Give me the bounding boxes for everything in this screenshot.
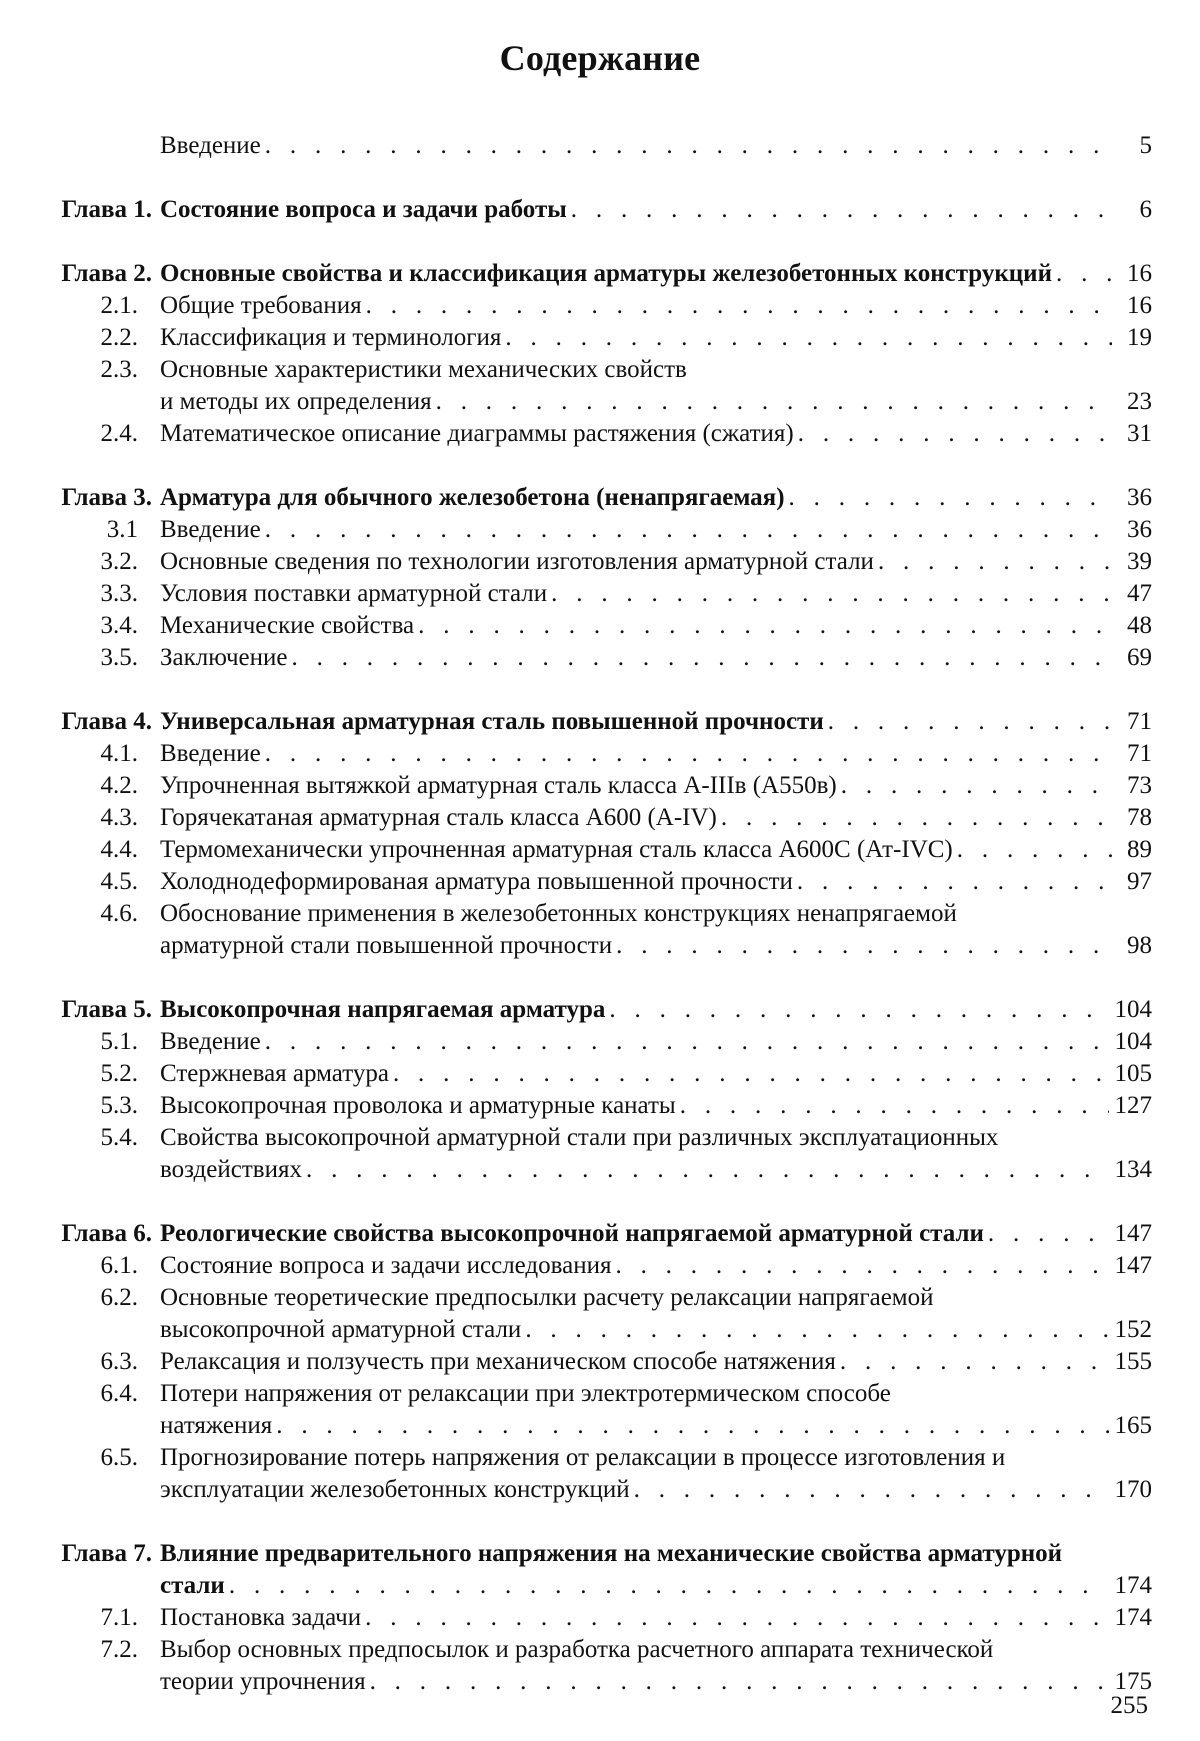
entry-title: и методы их определения (160, 388, 432, 415)
chapter-number: Глава 6. (61, 1220, 152, 1247)
page-ref: 105 (1114, 1060, 1152, 1087)
page-ref: 155 (1114, 1348, 1152, 1375)
toc-section-row (48, 802, 1152, 834)
dot-leader (785, 482, 1112, 514)
section-number: 3.2. (100, 548, 138, 575)
dot-leader (261, 514, 1112, 546)
table-of-contents (48, 130, 1152, 1698)
dot-leader (366, 1666, 1109, 1698)
toc-chapter-row (48, 994, 1152, 1026)
section-number: 4.4. (100, 836, 138, 863)
dot-leader (953, 834, 1112, 866)
entry-title: теории упрочнения (160, 1668, 366, 1695)
entry-title: Введение (160, 132, 261, 159)
entry-title: Обоснование применения в железобетонных конструкциях ненапрягаемой (160, 900, 957, 927)
dot-leader (836, 1346, 1109, 1378)
page-ref: 73 (1127, 772, 1152, 799)
toc-section-row (48, 1378, 1152, 1410)
page-ref: 174 (1114, 1604, 1152, 1631)
chapter-number: Глава 2. (61, 260, 152, 287)
dot-leader (272, 1410, 1108, 1442)
dot-leader (547, 578, 1112, 610)
toc-section-row (48, 1282, 1152, 1314)
page-ref: 134 (1114, 1156, 1152, 1183)
chapter-title: Влияние предварительного напряжения на механические свойства арматурной (160, 1540, 1063, 1567)
toc-section-row (48, 898, 1152, 930)
dot-leader (605, 994, 1108, 1026)
page-ref: 6 (1139, 196, 1152, 223)
section-number: 7.1. (100, 1604, 138, 1631)
chapter-title: Высокопрочная напрягаемая арматура (160, 996, 606, 1023)
toc-section-row (48, 642, 1152, 674)
toc-section-row (48, 1410, 1152, 1442)
page-ref: 97 (1127, 868, 1152, 895)
page-ref: 104 (1114, 996, 1152, 1023)
page-ref: 78 (1127, 804, 1152, 831)
toc-section-row (48, 386, 1152, 418)
chapter-title: Универсальная арматурная сталь повышенной прочности (160, 708, 824, 735)
toc-chapter-row (48, 194, 1152, 226)
entry-title: воздействиях (160, 1156, 302, 1183)
toc-chapter-row (48, 1218, 1152, 1250)
entry-title: Стержневая арматура (160, 1060, 389, 1087)
chapter-title: Арматура для обычного железобетона (ненапрягаемая) (160, 484, 785, 511)
entry-title: Заключение (160, 644, 288, 671)
section-number: 5.2. (100, 1060, 138, 1087)
dot-leader (824, 706, 1112, 738)
chapter-number: Глава 3. (61, 484, 152, 511)
dot-leader (521, 1314, 1108, 1346)
entry-title: эксплуатации железобетонных конструкций (160, 1476, 630, 1503)
page-ref: 170 (1114, 1476, 1152, 1503)
dot-leader (794, 418, 1112, 450)
section-number: 2.2. (100, 324, 138, 351)
section-number: 6.2. (100, 1284, 138, 1311)
entry-title: Основные характеристики механических свойств (160, 356, 687, 383)
page-number: 255 (1110, 1692, 1148, 1719)
dot-leader (389, 1058, 1109, 1090)
toc-section-row (48, 930, 1152, 962)
page-ref: 152 (1114, 1316, 1152, 1343)
chapter-title: Основные свойства и классификация арматуры железобетонных конструкций (160, 260, 1052, 287)
toc-section-row (48, 322, 1152, 354)
dot-leader (793, 866, 1112, 898)
entry-title: Классификация и терминология (160, 324, 502, 351)
section-number: 6.4. (100, 1380, 138, 1407)
toc-section-row (48, 1154, 1152, 1186)
entry-title: Основные сведения по технологии изготовления арматурной стали (160, 548, 874, 575)
dot-leader (837, 770, 1112, 802)
toc-section-row (48, 1346, 1152, 1378)
chapter-title: Состояние вопроса и задачи работы (160, 196, 567, 223)
entry-title: Механические свойства (160, 612, 415, 639)
section-number: 3.3. (100, 580, 138, 607)
dot-leader (362, 290, 1112, 322)
page-ref: 71 (1127, 740, 1152, 767)
section-number: 4.5. (100, 868, 138, 895)
page-ref: 98 (1127, 932, 1152, 959)
entry-title: арматурной стали повышенной прочности (160, 932, 613, 959)
entry-title: Основные теоретические предпосылки расчету релаксации напрягаемой (160, 1284, 934, 1311)
chapter-title: стали (160, 1572, 225, 1599)
entry-title: Выбор основных предпосылок и разработка расчетного аппарата технической (160, 1636, 994, 1663)
entry-title: натяжения (160, 1412, 273, 1439)
chapter-title: Реологические свойства высокопрочной напрягаемой арматурной стали (160, 1220, 984, 1247)
entry-title: Введение (160, 516, 261, 543)
toc-section-row (48, 514, 1152, 546)
toc-section-row (48, 738, 1152, 770)
page-ref: 127 (1114, 1092, 1152, 1119)
page-ref: 36 (1127, 484, 1152, 511)
page-ref: 36 (1127, 516, 1152, 543)
section-number: 3.1 (106, 516, 138, 543)
page-title: Содержание (499, 38, 701, 78)
page-ref: 104 (1114, 1028, 1152, 1055)
section-number: 4.6. (100, 900, 138, 927)
toc-section-row (48, 1442, 1152, 1474)
entry-title: Состояние вопроса и задачи исследования (160, 1252, 612, 1279)
entry-title: Термомеханически упрочненная арматурная сталь класса А600С (Ат-IVC) (160, 836, 953, 863)
toc-section-row (48, 546, 1152, 578)
section-number: 6.5. (100, 1444, 138, 1471)
toc-section-row (48, 418, 1152, 450)
section-number: 5.1. (100, 1028, 138, 1055)
toc-section-row (48, 1026, 1152, 1058)
toc-section-row (48, 290, 1152, 322)
dot-leader (361, 1602, 1108, 1634)
page-ref: 175 (1114, 1668, 1152, 1695)
section-number: 2.1. (100, 292, 138, 319)
entry-title: Постановка задачи (160, 1604, 362, 1631)
entry-title: Релаксация и ползучесть при механическом способе натяжения (160, 1348, 836, 1375)
toc-section-row (48, 1314, 1152, 1346)
section-number: 2.3. (100, 356, 138, 383)
page-ref: 16 (1127, 292, 1152, 319)
toc-section-row (48, 1602, 1152, 1634)
dot-leader (261, 130, 1112, 162)
toc-section-row (48, 866, 1152, 898)
dot-leader (612, 930, 1112, 962)
toc-section-row (48, 354, 1152, 386)
entry-title: Математическое описание диаграммы растяжения (сжатия) (160, 420, 794, 447)
page-ref: 23 (1127, 388, 1152, 415)
entry-title: Потери напряжения от релаксации при электротермическом способе (160, 1380, 891, 1407)
toc-section-row (48, 834, 1152, 866)
entry-title: Введение (160, 740, 261, 767)
dot-leader (676, 1090, 1109, 1122)
page-ref: 147 (1114, 1220, 1152, 1247)
entry-title: Горячекатаная арматурная сталь класса А600 (А-IV) (160, 804, 717, 831)
toc-section-row (48, 1634, 1152, 1666)
entry-title: Прогнозирование потерь напряжения от релаксации в процессе изготовления и (160, 1444, 1006, 1471)
page-ref: 174 (1114, 1572, 1152, 1599)
entry-title: Холоднодеформированая арматура повышенной прочности (160, 868, 793, 895)
dot-leader (567, 194, 1112, 226)
dot-leader (288, 642, 1113, 674)
dot-leader (717, 802, 1112, 834)
section-number: 4.3. (100, 804, 138, 831)
section-number: 3.5. (100, 644, 138, 671)
page-ref: 39 (1127, 548, 1152, 575)
page-ref: 16 (1127, 260, 1152, 287)
page-ref: 147 (1114, 1252, 1152, 1279)
entry-title: Упрочненная вытяжкой арматурная сталь класса А-IIIв (А550в) (160, 772, 837, 799)
toc-chapter-row (48, 1538, 1152, 1570)
toc-chapter-row (48, 706, 1152, 738)
page-ref: 48 (1127, 612, 1152, 639)
section-number: 7.2. (100, 1636, 138, 1663)
dot-leader (432, 386, 1112, 418)
page-ref: 165 (1114, 1412, 1152, 1439)
toc-section-row (48, 1090, 1152, 1122)
dot-leader (874, 546, 1112, 578)
dot-leader (630, 1474, 1109, 1506)
dot-leader (261, 1026, 1109, 1058)
page-ref: 5 (1139, 132, 1152, 159)
page-ref: 89 (1127, 836, 1152, 863)
page-ref: 69 (1127, 644, 1152, 671)
section-number: 4.2. (100, 772, 138, 799)
page-ref: 47 (1127, 580, 1152, 607)
page-ref: 19 (1127, 324, 1152, 351)
section-number: 6.1. (100, 1252, 138, 1279)
entry-title: Высокопрочная проволока и арматурные канаты (160, 1092, 676, 1119)
toc-section-row (48, 1058, 1152, 1090)
dot-leader (225, 1570, 1109, 1602)
dot-leader (302, 1154, 1109, 1186)
entry-title: Введение (160, 1028, 261, 1055)
toc-section-row (48, 1250, 1152, 1282)
section-number: 5.3. (100, 1092, 138, 1119)
chapter-number: Глава 7. (61, 1540, 152, 1567)
section-number: 4.1. (100, 740, 138, 767)
toc-chapter-row (48, 258, 1152, 290)
dot-leader (261, 738, 1112, 770)
toc-section-row (48, 1474, 1152, 1506)
chapter-number: Глава 4. (61, 708, 152, 735)
dot-leader (1052, 258, 1112, 290)
dot-leader (611, 1250, 1108, 1282)
toc-section-row (48, 1666, 1152, 1698)
toc-section-row (48, 610, 1152, 642)
dot-leader (414, 610, 1112, 642)
chapter-number: Глава 5. (61, 996, 152, 1023)
toc-intro-row (48, 130, 1152, 162)
toc-section-row (48, 770, 1152, 802)
chapter-number: Глава 1. (61, 196, 152, 223)
entry-title: Свойства высокопрочной арматурной стали при различных эксплуатационных (160, 1124, 999, 1151)
toc-chapter-row (48, 1570, 1152, 1602)
section-number: 5.4. (100, 1124, 138, 1151)
toc-section-row (48, 578, 1152, 610)
toc-chapter-row (48, 482, 1152, 514)
toc-section-row (48, 1122, 1152, 1154)
section-number: 2.4. (100, 420, 138, 447)
page-ref: 71 (1127, 708, 1152, 735)
dot-leader (984, 1218, 1109, 1250)
section-number: 3.4. (100, 612, 138, 639)
entry-title: высокопрочной арматурной стали (160, 1316, 522, 1343)
page-ref: 31 (1127, 420, 1152, 447)
entry-title: Общие требования (160, 292, 362, 319)
dot-leader (501, 322, 1112, 354)
section-number: 6.3. (100, 1348, 138, 1375)
entry-title: Условия поставки арматурной стали (160, 580, 548, 607)
